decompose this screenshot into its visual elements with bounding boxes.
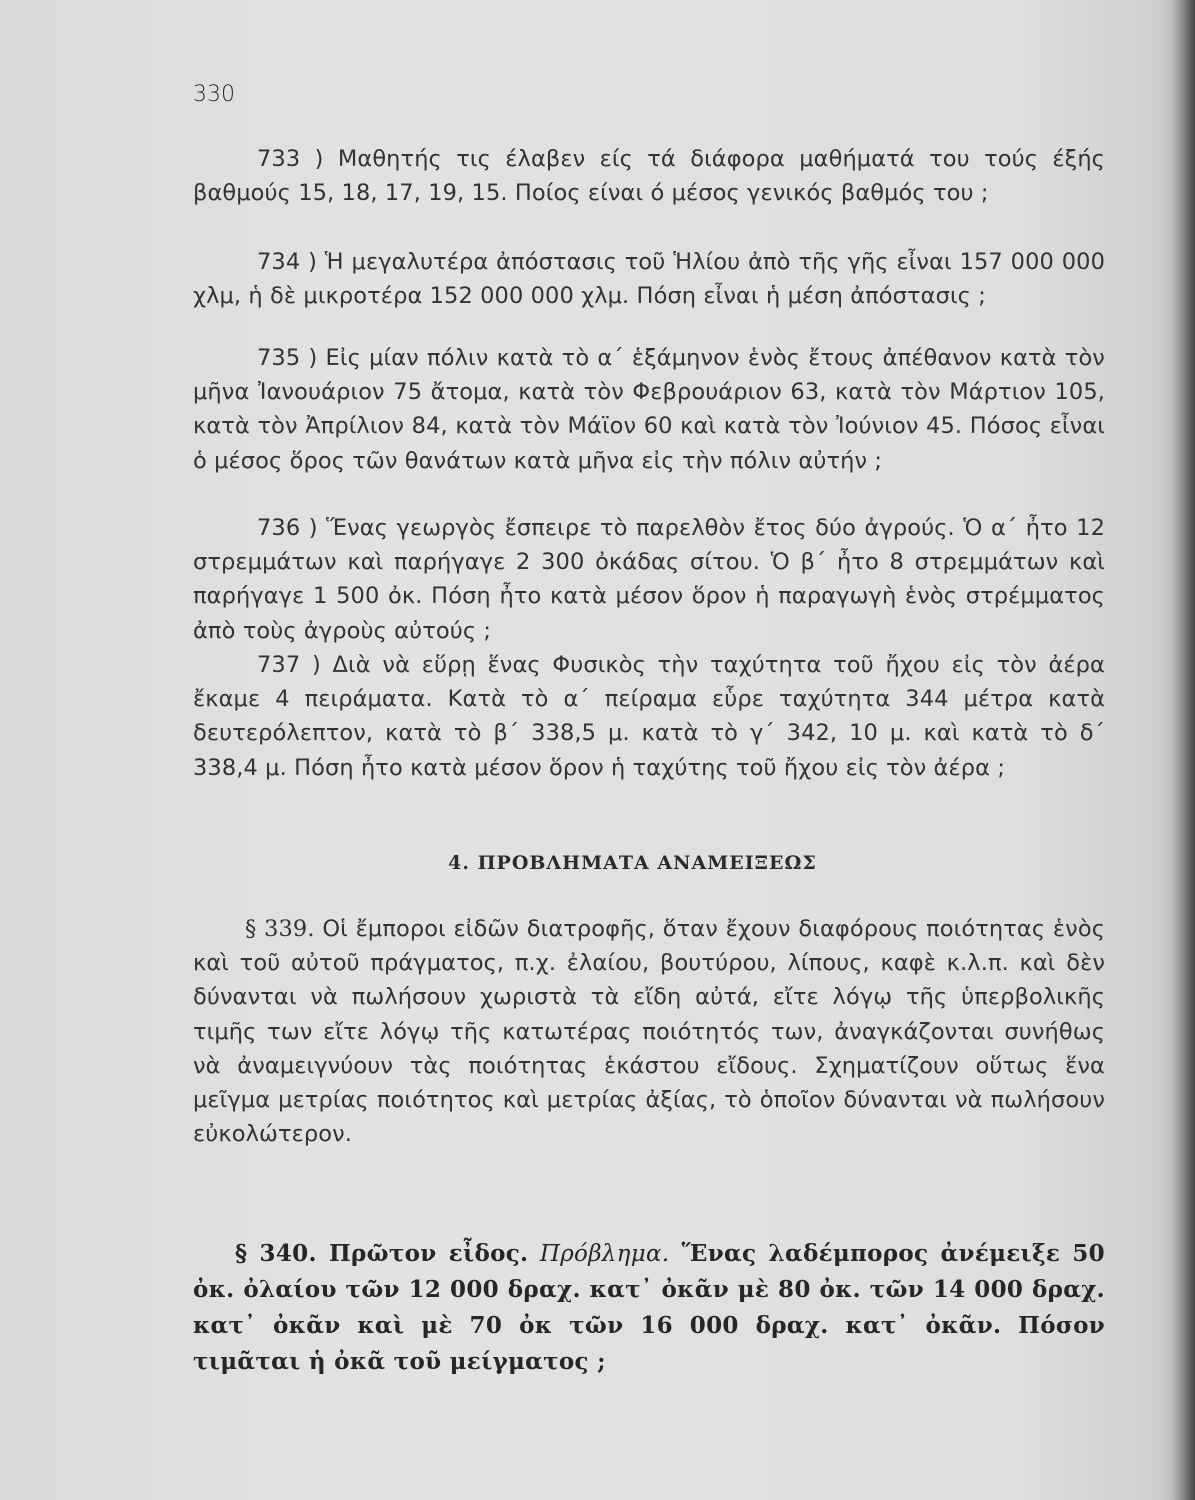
paragraph-339	[193, 912, 1105, 1151]
problem-id: 737 )	[257, 652, 321, 678]
problem-id: 734 )	[257, 249, 317, 275]
section-mark: § 339.	[245, 916, 315, 942]
binding-shadow	[1173, 0, 1195, 1500]
paragraph-title: Πρῶτον εἶδος.	[316, 1240, 529, 1267]
paragraph-340	[193, 1236, 1105, 1380]
problem-label: Πρόβλημα.	[528, 1241, 670, 1267]
problem-text: Διὰ νὰ εὕρῃ ἕνας Φυσικὸς τὴν ταχύτητα τοῦ ἤχου εἰς τὸν ἀέρα ἔκαμε 4 πειράματα. Κατὰ τὸ α΄ πείραμα εὗρε ταχύτητα 344 μέτρα κατὰ δευτερόλεπτον, κατὰ τὸ β΄ 338,5 μ. κατὰ τὸ γ΄ 342, 10 μ. καὶ κατὰ τὸ δ΄ 338,4 μ. Πόση ἦτο κατὰ μέσον ὅρον ἡ ταχύτης τοῦ ἤχου εἰς τὸν ἀέρα ;	[193, 652, 1105, 781]
problem-737	[193, 648, 1105, 785]
problem-735	[193, 341, 1105, 478]
problem-id: 735 )	[257, 345, 318, 371]
paragraph-text: Ἕνας λαδέμπορος ἀνέμειξε 50 ὀκ. ὀλαίου τῶν 12 000 δραχ. κατ᾽ ὀκᾶν μὲ 80 ὀκ. τῶν 14 000 δραχ. κατ᾽ ὀκᾶν καὶ μὲ 70 ὀκ τῶν 16 000 δραχ. κατ᾽ ὀκᾶν. Πόσον τιμᾶται ἡ ὀκᾶ τοῦ μείγματος ;	[193, 1240, 1105, 1375]
problem-text: Ἕνας γεωργὸς ἔσπειρε τὸ παρελθὸν ἔτος δύο ἀγρούς. Ὁ α΄ ἦτο 12 στρεμμάτων καὶ παρήγαγε 2 300 ὀκάδας σίτου. Ὁ β΄ ἦτο 8 στρεμμάτων καὶ παρήγαγε 1 500 ὀκ. Πόση ἦτο κατὰ μέσον ὅρον ἡ παραγωγὴ ἑνὸς στρέμματος ἀπὸ τοὺς ἀγροὺς αὐτούς ;	[193, 515, 1105, 644]
problem-text: Εἰς μίαν πόλιν κατὰ τὸ α΄ ἑξάμηνον ἑνὸς ἔτους ἀπέθανον κατὰ τὸν μῆνα Ἰανουάριον 75 ἄτομα, κατὰ τὸν Φεβρουάριον 63, κατὰ τὸν Μάρτιον 105, κατὰ τὸν Ἀπρίλιον 84, κατὰ τὸν Μάϊον 60 καὶ κατὰ τὸν Ἰούνιον 45. Πόσος εἶναι ὁ μέσος ὅρος τῶν θανάτων κατὰ μῆνα εἰς τὴν πόλιν αὐτήν ;	[193, 345, 1105, 474]
problem-734	[193, 245, 1105, 313]
problem-733	[193, 142, 1105, 210]
problem-text: Ἡ μεγαλυτέρα ἀπόστασις τοῦ Ἡλίου ἀπὸ τῆς γῆς εἶναι 157 000 000 χλμ, ἡ δὲ μικροτέρα 152 000 000 χλμ. Πόση εἶναι ἡ μέση ἀπόστασις ;	[193, 249, 1105, 310]
paragraph-text: Οἱ ἔμποροι εἰδῶν διατροφῆς, ὅταν ἔχουν διαφόρους ποιότητας ἑνὸς καὶ τοῦ αὐτοῦ πράγματος, π.χ. ἐλαίου, βουτύρου, λίπους, καφὲ κ.λ.π. καὶ δὲν δύνανται νὰ πωλήσουν χωριστὰ τὰ εἴδη αὐτά, εἴτε λόγῳ τῆς ὑπερβολικῆς τιμῆς των εἴτε λόγῳ τῆς κατωτέρας ποιότητός των, ἀναγκάζονται συνήθως νὰ ἀναμειγνύουν τὰς ποιότητας ἑκάστου εἴδους. Σχηματίζουν οὕτως ἕνα μεῖγμα μετρίας ποιότητος καὶ μετρίας ἀξίας, τὸ ὁποῖον δύνανται νὰ πωλήσουν εὐκολώτερον.	[193, 916, 1105, 1148]
section-mark: § 340.	[235, 1240, 317, 1267]
problem-id: 736 )	[257, 515, 318, 541]
problem-736	[193, 511, 1105, 648]
section-heading: 4. ΠΡΟΒΛΗΜΑΤΑ ΑΝΑΜΕΙΞΕΩΣ	[448, 852, 817, 874]
problem-text: Μαθητής τις έλαβεν είς τά διάφορα μαθήματά του τούς έξής βαθμούς 15, 18, 17, 19, 15. Ποίος είναι ό μέσος γενικός βαθμός του ;	[193, 146, 1105, 207]
page-number: 330	[193, 82, 235, 107]
problem-id: 733 )	[257, 146, 324, 172]
